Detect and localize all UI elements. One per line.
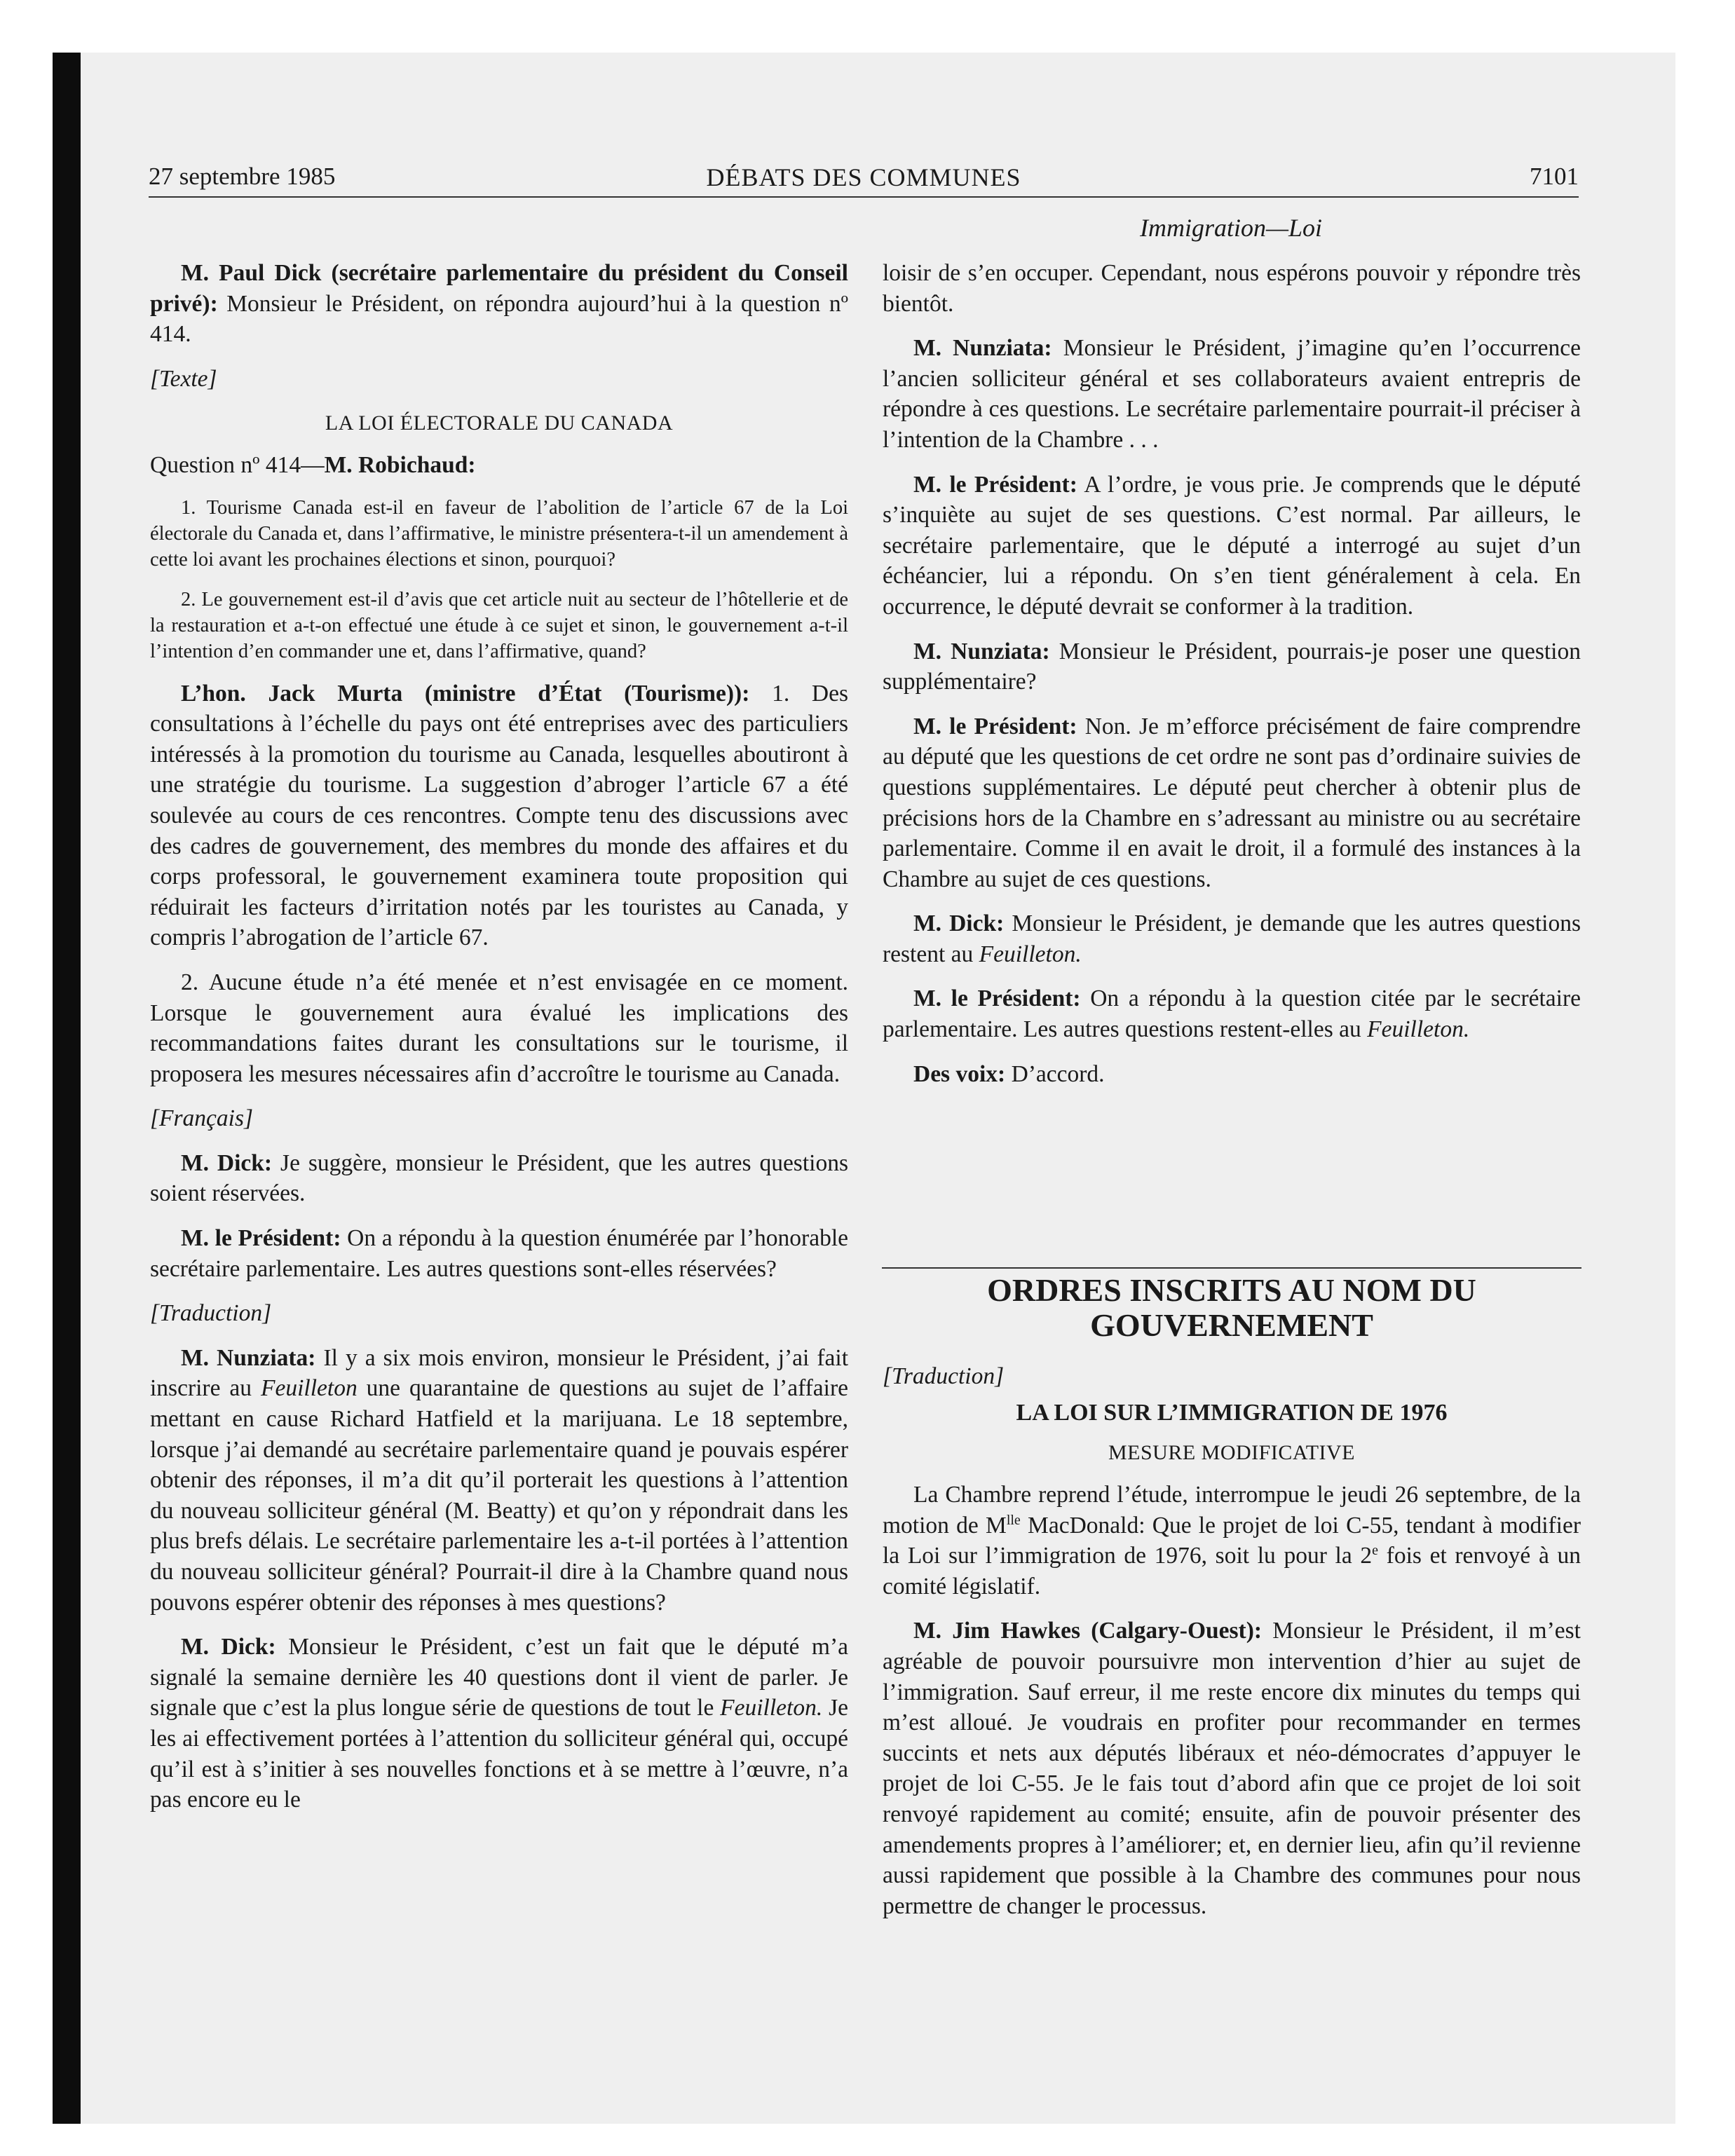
question-author: M. Robichaud: [324, 451, 476, 478]
paragraph-dick-1 [150, 258, 848, 350]
motion-text: La Chambre reprend l’étude, interrompue le jeudi 26 septembre, de la motion de M [883, 1482, 1581, 1538]
feuilleton-italic: Feuilleton [261, 1375, 358, 1402]
speech-text: Monsieur le Président, il m’est agréable de pouvoir poursuivre mon intervention d’hier au sujet de l’immigration. Sauf erreur, il me reste encore dix minutes du temps qui m’est alloué. Je voudrais en profiter pour recommander en termes succints et nets aux députés libéraux et néo-démocrates d’appuyer le projet de loi C-55. Je le fais tout d’abord afin que ce projet de loi soit renvoyé rapidement au comité; ensuite, afin de pouvoir présenter des amendements propres à l’améliorer; et, en dernier lieu, afin qu’il revienne aussi rapidement que possible à la Chambre des communes pour nous permettre de changer le processus. [883, 1618, 1581, 1919]
speaker-name: M. le Président: [181, 1225, 341, 1252]
paragraph-murta [150, 678, 848, 953]
speech-text: Monsieur le Président, c’est un fait que le député m’a signalé la semaine dernière les 40 questions dont il vient de parler. Je signale que c’est la plus longue série de questions de tout le [150, 1634, 848, 1721]
section-title: ORDRES INSCRITS AU NOM DU GOUVERNEMENT [987, 1272, 1476, 1344]
header-date: 27 septembre 1985 [149, 163, 336, 190]
speaker-name: L’hon. Jack Murta (ministre d’État (Tourisme)): [181, 680, 750, 707]
language-tag: [Traduction] [883, 1363, 1005, 1390]
speaker-name: M. Nunziata: [913, 335, 1052, 362]
section-subheading: Immigration—Loi [1139, 214, 1323, 242]
motion-text: fois et renvoyé à un comité législatif. [883, 1543, 1581, 1599]
speech-text: Il y a six mois environ, monsieur le Président, j’ai fait inscrire au [150, 1344, 849, 1402]
paragraph-nunziata-1 [150, 1343, 848, 1618]
paragraph-hawkes [883, 1616, 1581, 1921]
feuilleton-italic: Feuilleton. [720, 1695, 823, 1721]
bill-caption: MESURE MODIFICATIVE [1108, 1441, 1355, 1465]
speech-text: Je les ai effectivement portées à l’attention du solliciteur général qui, occupé qu’il est à s’initier à ses nouvelles fonctions et à se mettre à l’œuvre, n’a pas encore eu le [150, 1695, 848, 1813]
paragraph-nunziata-3 [883, 636, 1581, 697]
language-tag: [Texte] [150, 365, 217, 392]
feuilleton-italic: Feuilleton. [979, 941, 1082, 967]
speaker-name: M. Nunziata: [913, 638, 1050, 664]
paragraph-dick-2 [150, 1148, 848, 1209]
paragraph-president-4 [883, 983, 1581, 1044]
speech-text: Monsieur le Président, pourrais-je poser une question supplémentaire? [883, 638, 1581, 695]
paragraph-president-3 [883, 711, 1581, 895]
speech-text: Je suggère, monsieur le Président, que les autres questions soient réservées. [150, 1149, 848, 1207]
question-heading [150, 450, 848, 481]
speech-text: Non. Je m’efforce précisément de faire comprendre au député que les questions de cet ordre ne sont pas d’ordinaire suivies de questions supplémentaires. Le député peut chercher à obtenir plus de précisions hors de la Chambre en s’adressant au ministre ou au secrétaire parlementaire. Comme il en avait le droit, il a formulé des instances à la Chambre au sujet de ces questions. [883, 713, 1581, 892]
speaker-name: M. le Président: [913, 713, 1077, 739]
speaker-name: M. Dick: [181, 1634, 276, 1660]
question-item-1: 1. Tourisme Canada est-il en faveur de l’abolition de l’article 67 de la Loi électorale du Canada et, dans l’affirmative, le ministre présentera-t-il un amendement à cette loi avant les prochaines élections et sinon, pourquoi? [150, 496, 848, 571]
paragraph-president-2 [883, 470, 1581, 622]
speaker-name: M. Nunziata: [181, 1344, 316, 1371]
left-column [150, 258, 848, 1829]
superscript: e [1372, 1543, 1378, 1559]
speech-text: On a répondu à la question citée par le secrétaire parlementaire. Les autres questions restent-elles au [883, 985, 1581, 1043]
speech-text: On a répondu à la question énumérée par l’honorable secrétaire parlementaire. Les autres questions sont-elles réservées? [150, 1225, 848, 1282]
section-divider [882, 1267, 1581, 1269]
question-item-2: 2. Le gouvernement est-il d’avis que cet article nuit au secteur de l’hôtellerie et de la restauration et a-t-on effectué une étude à ce sujet et sinon, le gouvernement a-t-il l’intention d’en commander une et, dans l’affirmative, quand? [150, 588, 848, 662]
running-header [149, 163, 1579, 198]
speaker-name: M. le Président: [913, 985, 1081, 1012]
paragraph-dick-3 [150, 1632, 848, 1815]
speaker-name: M. Jim Hawkes (Calgary-Ouest): [913, 1618, 1263, 1644]
speaker-name: M. Dick: [181, 1149, 273, 1176]
superscript: lle [1006, 1512, 1021, 1528]
paragraph-motion [883, 1480, 1581, 1602]
speaker-name: M. Paul Dick (secrétaire parlementaire du président du Conseil privé): [150, 260, 848, 317]
speaker-name: M. le Président: [913, 471, 1077, 498]
header-title: DÉBATS DES COMMUNES [706, 163, 1021, 191]
speech-text: Monsieur le Président, j’imagine qu’en l’occurrence l’ancien solliciteur général et ses collaborateurs avaient entrepris de répondre à ces questions. Le secrétaire parlementaire pourrait-il préciser à l’intention de la Chambre . . . [883, 335, 1581, 453]
motion-text: MacDonald: Que le projet de loi C-55, tendant à modifier la Loi sur l’immigration de 1976, soit lu pour la 2 [883, 1512, 1581, 1569]
speech-text: Monsieur le Président, on répondra aujourd’hui à la question nº 414. [150, 290, 848, 348]
bill-title: LA LOI SUR L’IMMIGRATION DE 1976 [1016, 1399, 1448, 1426]
speech-text: une quarantaine de questions au sujet de l’affaire mettant en cause Richard Hatfield et la marijuana. Le 18 septembre, lorsque j’ai demandé au secrétaire parlementaire quand je pouvais espérer obtenir des réponses, il m’a dit qu’il porterait les questions à l’attention du nouveau solliciteur général (M. Beatty) et qu’on y répondrait dans les plus brefs délais. Le secrétaire parlementaire les a-t-il portées à l’attention du nouveau solliciteur général? Pourrait-il dire à la Chambre quand nous pouvons espérer obtenir des réponses à mes questions? [150, 1375, 848, 1616]
right-column [883, 258, 1581, 1935]
speech-text: D’accord. [1005, 1060, 1105, 1087]
paragraph-nunziata-2 [883, 333, 1581, 455]
question-caption: LA LOI ÉLECTORALE DU CANADA [325, 411, 674, 435]
question-label: Question nº 414— [150, 451, 325, 478]
speech-text: A l’ordre, je vous prie. Je comprends que le député s’inquiète au sujet de ses questions. C’est normal. Par ailleurs, le secrétaire parlementaire, que le député a interrogé au sujet d’un échéancier, lui a répondu. On s’en tient généralement à cela. En occurrence, le député devrait se conformer à la tradition. [883, 471, 1581, 620]
language-tag: [Traduction] [150, 1300, 272, 1327]
paragraph-answer-2: 2. Aucune étude n’a été menée et n’est envisagée en ce moment. Lorsque le gouvernement aura évalué les implications des recommandations faites durant les consultations sur le tourisme, il proposera les mesures nécessaires afin d’accroître le tourisme au Canada. [150, 969, 848, 1087]
paragraph-dick-4 [883, 908, 1581, 969]
speech-text: 1. Des consultations à l’échelle du pays ont été entreprises avec des particuliers intéressés à la promotion du tourisme au Canada, lesquelles aboutiront à une stratégie du tourisme. La suggestion d’abroger l’article 67 a été soulevée au cours de ces rencontres. Compte tenu des discussions avec des cadres de gouvernement, des membres du monde des affaires et du corps professoral, le gouvernement examinera toute proposition qui réduirait les facteurs d’irritation notés par les touristes au Canada, y compris l’abrogation de l’article 67. [150, 680, 848, 951]
section-spacer [883, 1103, 1581, 1273]
feuilleton-italic: Feuilleton. [1367, 1016, 1470, 1043]
speaker-name: Des voix: [913, 1060, 1006, 1087]
paragraph-voices [883, 1059, 1581, 1090]
speech-text: Monsieur le Président, je demande que les autres questions restent au [883, 910, 1581, 967]
speaker-name: M. Dick: [913, 910, 1005, 937]
language-tag: [Français] [150, 1105, 254, 1132]
paragraph-president-1 [150, 1223, 848, 1284]
page-number: 7101 [1530, 163, 1579, 190]
paragraph-continued: loisir de s’en occuper. Cependant, nous espérons pouvoir y répondre très bientôt. [883, 260, 1581, 317]
scan-binding-edge [53, 53, 81, 2124]
